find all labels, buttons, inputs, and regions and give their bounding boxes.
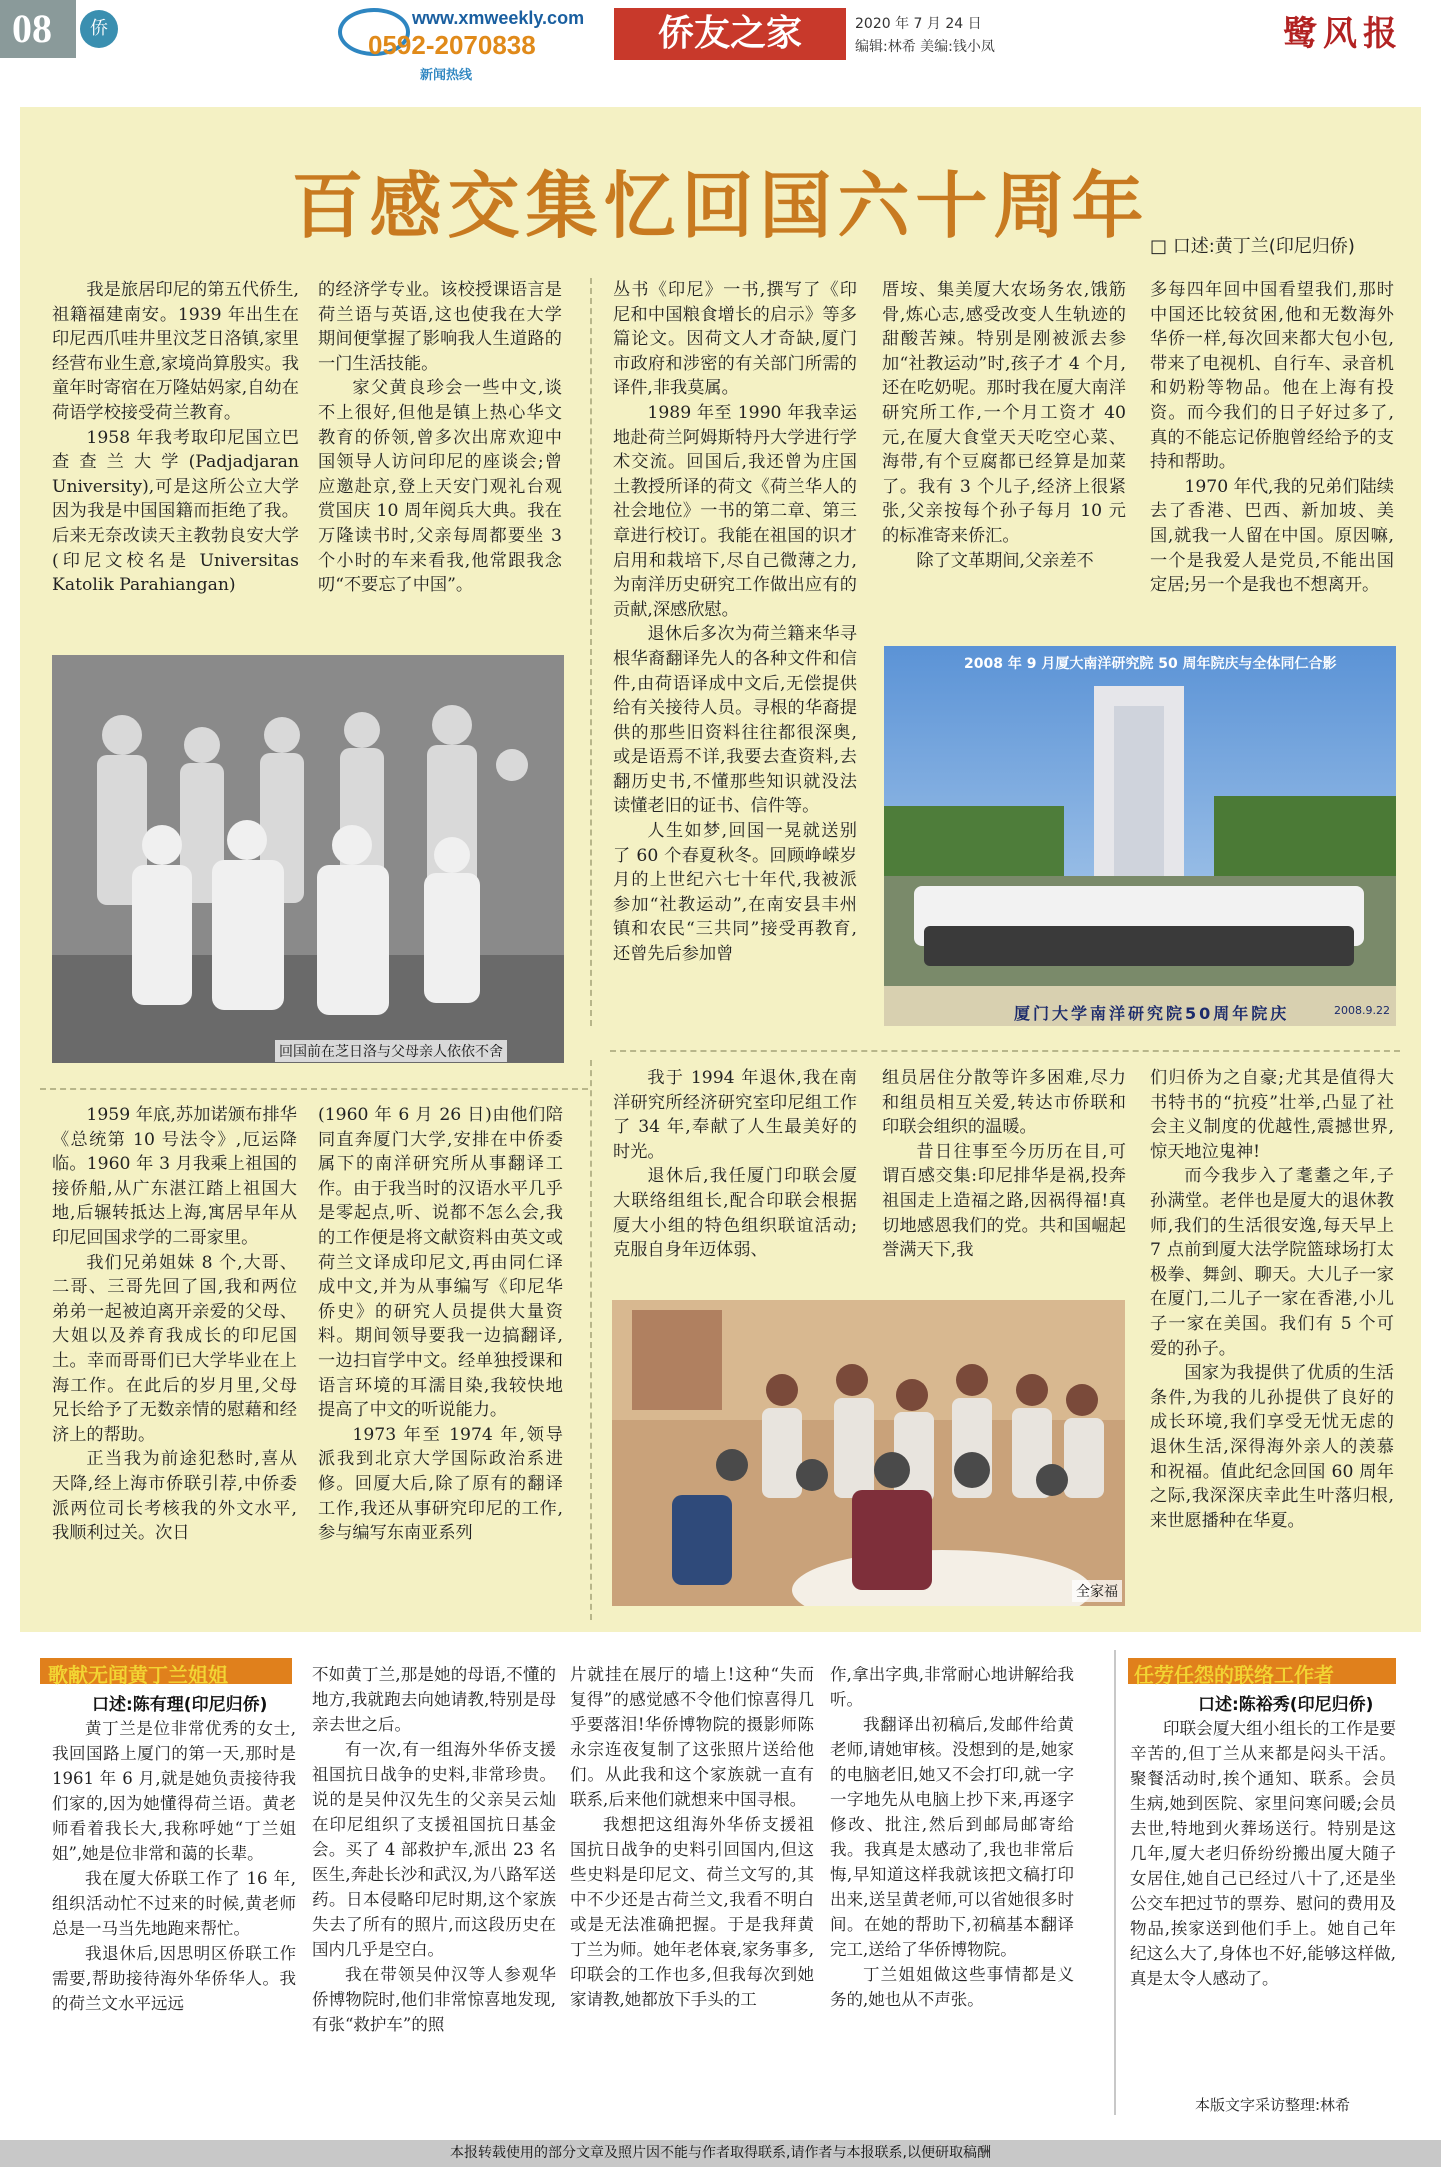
paragraph: 的经济学专业。该校授课语言是荷兰语与英语,这也使我在大学期间便掌握了影响我人生道路的一门生活技能。 (318, 280, 562, 374)
family-portrait-image (612, 1300, 1125, 1606)
column-title: 侨友之家 (614, 8, 846, 60)
paragraph: 国家为我提供了优质的生活条件,为我的儿孙提供了良好的成长环境,我们享受无忧无虑的退休生活,深得海外亲人的羡慕和祝福。值此纪念回国 60 周年之际,我深深庆幸此生叶落归根,来世愿播种在华夏。 (1150, 1363, 1394, 1531)
hotline-label: 新闻热线 (420, 67, 473, 82)
article-column-7 (318, 1103, 563, 1546)
group-photo-image (884, 646, 1396, 1026)
paragraph: 不如黄丁兰,那是她的母语,不懂的地方,我就跑去向她请教,特别是母亲去世之后。 (312, 1665, 556, 1734)
sidebar-left-column-c (570, 1662, 814, 2012)
article-column-10 (1150, 1066, 1394, 1533)
paragraph: 我们兄弟姐妹 8 个,大哥、二哥、三哥先回了国,我和两位弟弟一起被迫离开亲爱的父母、大姐以及养育我成长的印尼国土。幸而哥哥们已大学毕业在上海工作。在此后的岁月里,父母兄长给予了无数亲情的慰藉和经济上的帮助。 (52, 1252, 297, 1445)
institute-group-photo (884, 646, 1396, 1026)
paragraph: 人生如梦,回国一晃就送别了 60 个春夏秋冬。回顾峥嵘岁月的上世纪六七十年代,我被派参加“社教运动”,在南安县丰州镇和农民“三共同”接受再教育,还曾先后参加曾 (613, 821, 857, 965)
article-column-5 (1150, 278, 1394, 598)
family-photo-indonesia (52, 655, 564, 1063)
sidebar-left-byline: 口述:陈有理(印尼归侨) (92, 1695, 268, 1715)
article-column-1 (52, 278, 299, 598)
paragraph: 退休后多次为荷兰籍来华寻根华裔翻译先人的各种文件和信件,由荷语译成中文后,无偿提供给有关接待人员。寻根的华裔提供的那些旧资料往往都很深奥,或是语焉不详,我要去查资料,去翻历史书,不懂那些知识就没法读懂老旧的证书、信件等。 (613, 624, 857, 817)
article-column-9 (882, 1066, 1126, 1263)
article-title: 百感交集忆回国六十周年 (291, 163, 1150, 248)
sidebar-left-title: 歌献无闻黄丁兰姐姐 (48, 1663, 228, 1687)
paragraph: 我在带领吴仲汉等人参观华侨博物院时,他们非常惊喜地发现,有张“救护车”的照 (312, 1965, 556, 2034)
paragraph: 我翻译出初稿后,发邮件给黄老师,请她审核。没想到的是,她家的电脑老旧,她又不会打印,就一字一字地先从电脑上抄下来,再逐字修改、批注,然后到邮局邮寄给我。我真是太感动了,我也非常后悔,早知道这样我就该把文稿打印出来,送呈黄老师,可以省她很多时间。在她的帮助下,初稿基本翻译完工,送给了华侨博物院。 (830, 1715, 1074, 1959)
paragraph: 厝垵、集美厦大农场务农,饿筋骨,炼心志,感受改变人生轨迹的甜酸苦辣。特别是刚被派去参加“社教运动”时,孩子才 4 个月,还在吃奶呢。那时我在厦大南洋研究所工作,一个月工资才 40 元,在厦大食堂天天吃空心菜、海带,有个豆腐都已经算是加菜了。我有 3 个儿子,经济上很紧张,父亲按每个孙子每月 10 元的标准寄来侨汇。 (882, 280, 1126, 546)
paragraph: 我退休后,因思明区侨联工作需要,帮助接待海外华侨华人。我的荷兰文水平远远 (52, 1944, 296, 2013)
family-photo-image (52, 655, 564, 1063)
photo2-caption: 2008 年 9 月厦大南洋研究院 50 周年院庆与全体同仁合影 (964, 656, 1337, 672)
sidebar-left-column-d (830, 1662, 1074, 2012)
paragraph: 多每四年回中国看望我们,那时中国还比较贫困,他和无数海外华侨一样,每次回来都大包小包,带来了电视机、自行车、录音机和奶粉等物品。他在上海有投资。而今我们的日子好过多了,真的不能忘记侨胞曾经给予的支持和帮助。 (1150, 280, 1394, 473)
family-portrait-photo (612, 1300, 1125, 1606)
article-column-3 (613, 278, 857, 967)
article-byline: □ 口述:黄丁兰(印尼归侨) (1150, 236, 1355, 257)
paragraph: 丁兰姐姐做这些事情都是义务的,她也从不声张。 (830, 1965, 1074, 2009)
paragraph: 昔日往事至今历历在目,可谓百感交集:印尼排华是祸,投奔祖国走上造福之路,因祸得福!真切地感恩我们的党。共和国崛起誉满天下,我 (882, 1141, 1126, 1261)
footer-notice: 本报转载使用的部分文章及照片因不能与作者取得联系,请作者与本报联系,以便研取稿酬 (0, 2140, 1441, 2167)
paragraph: 片就挂在展厅的墙上!这种“失而复得”的感觉感不令他们惊喜得几乎要落泪!华侨博物院的摄影师陈永宗连夜复制了这张照片送给他们。从此我和这个家族就一直有联系,后来他们就想来中国寻根。 (570, 1665, 814, 1809)
sidebar-right-title: 任劳任怨的联络工作者 (1134, 1663, 1334, 1687)
page-credit: 本版文字采访整理:林希 (1195, 2096, 1351, 2114)
article-column-8 (613, 1066, 857, 1263)
sidebar-left-column-b (312, 1662, 556, 2037)
paragraph: 正当我为前途犯愁时,喜从天降,经上海市侨联引荐,中侨委派两位司长考核我的外文水平,我顺利过关。次日 (52, 1449, 297, 1544)
paragraph: 组员居住分散等许多困难,尽力和组员相互关爱,转达市侨联和印联会组织的温暖。 (882, 1068, 1126, 1138)
photo2-date: 2008.9.22 (1334, 1004, 1390, 1017)
editor-credits: 编辑:林希 美编:钱小凤 (855, 39, 995, 55)
paragraph: 1973 年至 1974 年,领导派我到北京大学国际政治系进修。回厦大后,除了原有的翻译工作,我还从事研究印尼的工作,参与编写东南亚系列 (318, 1424, 563, 1544)
paragraph: 退休后,我任厦门印联会厦大联络组组长,配合印联会根据厦大小组的特色组织联谊活动;克服自身年迈体弱、 (613, 1166, 857, 1261)
paragraph: 家父黄良珍会一些中文,谈不上很好,但他是镇上热心华文教育的侨领,曾多次出席欢迎中国领导人访问印尼的座谈会;曾应邀赴京,登上天安门观礼台观赏国庆 10 周年阅兵大典。我在万隆读书时,父亲每周都要坐 3 个小时的车来看我,他常跟我念叨“不要忘了中国”。 (318, 378, 562, 596)
section-badge: 侨 (80, 10, 118, 48)
photo2-banner: 厦门大学南洋研究院50周年院庆 (1014, 1004, 1290, 1023)
paragraph: 丛书《印尼》一书,撰写了《印尼和中国粮食增长的启示》等多篇论文。因荷文人才奇缺,厦门市政府和涉密的有关部门所需的译件,非我莫属。 (613, 280, 857, 399)
paragraph: 1959 年底,苏加诺颁布排华《总统第 10 号法令》,厄运降临。1960 年 3 月我乘上祖国的接侨船,从广东湛江踏上祖国大地,后辗转抵达上海,寓居早年从印尼回国求学的二哥家里。 (52, 1105, 297, 1248)
paragraph: 我想把这组海外华侨支援祖国抗日战争的史料引回国内,但这些史料是印尼文、荷兰文写的,其中不少还是古荷兰文,我看不明白或是无法准确把握。于是我拜黄丁兰为师。她年老体衰,家务事多,印联会的工作也多,但我每次到她家请教,她都放下手头的工 (570, 1815, 814, 2009)
sidebar-right-byline: 口述:陈裕秀(印尼归侨) (1198, 1695, 1374, 1715)
sidebar-left-column-a (52, 1716, 296, 2016)
hotline-number: 0592-2070838 (368, 30, 536, 60)
paragraph: 我于 1994 年退休,我在南洋研究所经济研究室印尼组工作了 34 年,奉献了人生最美好的时光。 (613, 1068, 857, 1162)
site-url[interactable]: www.xmweekly.com (412, 8, 585, 28)
paragraph: 1989 年至 1990 年我幸运地赴荷兰阿姆斯特丹大学进行学术交流。回国后,我还曾为庄国土教授所译的荷文《荷兰华人的社会地位》一书的第二章、第三章进行校订。我能在祖国的识才启用和栽培下,尽自己微薄之力,为南洋历史研究工作做出应有的贡献,深感欣慰。 (613, 402, 857, 620)
page-number: 08 (0, 0, 76, 58)
article-column-6 (52, 1103, 297, 1546)
paragraph: 作,拿出字典,非常耐心地讲解给我听。 (830, 1665, 1074, 1709)
article-column-2 (318, 278, 562, 598)
paragraph: 黄丁兰是位非常优秀的女士,我回国路上厦门的第一天,那时是 1961 年 6 月,就是她负责接待我们家的,因为她懂得荷兰语。黄老师看着我长大,我称呼她“丁兰姐姐”,她是位非常和蔼的长辈。 (52, 1719, 296, 1863)
paragraph: 有一次,有一组海外华侨支援祖国抗日战争的史料,非常珍贵。说的是吴仲汉先生的父亲吴云灿在印尼组织了支援祖国抗日基金会。买了 4 部救护车,派出 23 名医生,奔赴长沙和武汉,为八路军送药。日本侵略印尼时期,这个家族失去了所有的照片,而这段历史在国内几乎是空白。 (312, 1740, 556, 1959)
paragraph: (1960 年 6 月 26 日)由他们陪同直奔厦门大学,安排在中侨委属下的南洋研究所从事翻译工作。由于我当时的汉语水平几乎是零起点,听、说都不怎么会,我的工作便是将文献资料由英文或荷兰文译成印尼文,再由同仁译成中文,并为从事编写《印尼华侨史》的研究人员提供大量资料。期间领导要我一边搞翻译,一边扫盲学中文。经单独授课和语言环境的耳濡目染,我较快地提高了中文的听说能力。 (318, 1105, 563, 1421)
article-column-4 (882, 278, 1126, 573)
paragraph: 们归侨为之自豪;尤其是值得大书特书的“抗疫”壮举,凸显了社会主义制度的优越性,震撼世界,惊天地泣鬼神! (1150, 1068, 1394, 1162)
paragraph: 1958 年我考取印尼国立巴查查兰大学(Padjadjaran University),可是这所公立大学因为我是中国国籍而拒绝了我。后来无奈改读天主教勃良安大学(印尼文校名是 Universitas Katolik Parahiangan) (52, 427, 299, 596)
sidebar-right-column (1130, 1716, 1396, 1991)
photo1-caption: 回国前在芝日洛与父母亲人依依不舍 (275, 1040, 507, 1062)
paragraph: 除了文革期间,父亲差不 (916, 550, 1094, 571)
masthead-logo: 鹭风报 (1283, 14, 1403, 54)
issue-date: 2020 年 7 月 24 日 (855, 16, 982, 32)
photo3-caption: 全家福 (1072, 1580, 1122, 1602)
paragraph: 1970 年代,我的兄弟们陆续去了香港、巴西、新加坡、美国,就我一人留在中国。原因嘛,一个是我爱人是党员,不能出国定居;另一个是我也不想离开。 (1150, 476, 1394, 596)
paragraph: 我在厦大侨联工作了 16 年,组织活动忙不过来的时候,黄老师总是一马当先地跑来帮忙。 (52, 1869, 296, 1938)
paragraph: 我是旅居印尼的第五代侨生,祖籍福建南安。1939 年出生在印尼西爪哇井里汶芝日洛镇,家里经营布业生意,家境尚算殷实。我童年时寄宿在万隆姑妈家,自幼在荷语学校接受荷兰教育。 (52, 280, 299, 423)
paragraph: 而今我步入了耄耋之年,子孙满堂。老伴也是厦大的退休教师,我们的生活很安逸,每天早上 7 点前到厦大法学院篮球场打太极拳、舞剑、聊天。大儿子一家在厦门,二儿子一家在香港,小儿子一家在美国。我们有 5 个可爱的孙子。 (1150, 1166, 1394, 1359)
paragraph: 印联会厦大组小组长的工作是要辛苦的,但丁兰从来都是闷头干活。聚餐活动时,挨个通知、联系。会员生病,她到医院、家里问寒问暖;会员去世,特地到火葬场送行。特别是这几年,厦大老归侨纷纷搬出厦大随子女居住,她自己已经过八十了,还是坐公交车把过节的票券、慰问的费用及物品,挨家送到他们手上。她自己年纪这么大了,身体也不好,能够这样做,真是太令人感动了。 (1130, 1719, 1396, 1988)
